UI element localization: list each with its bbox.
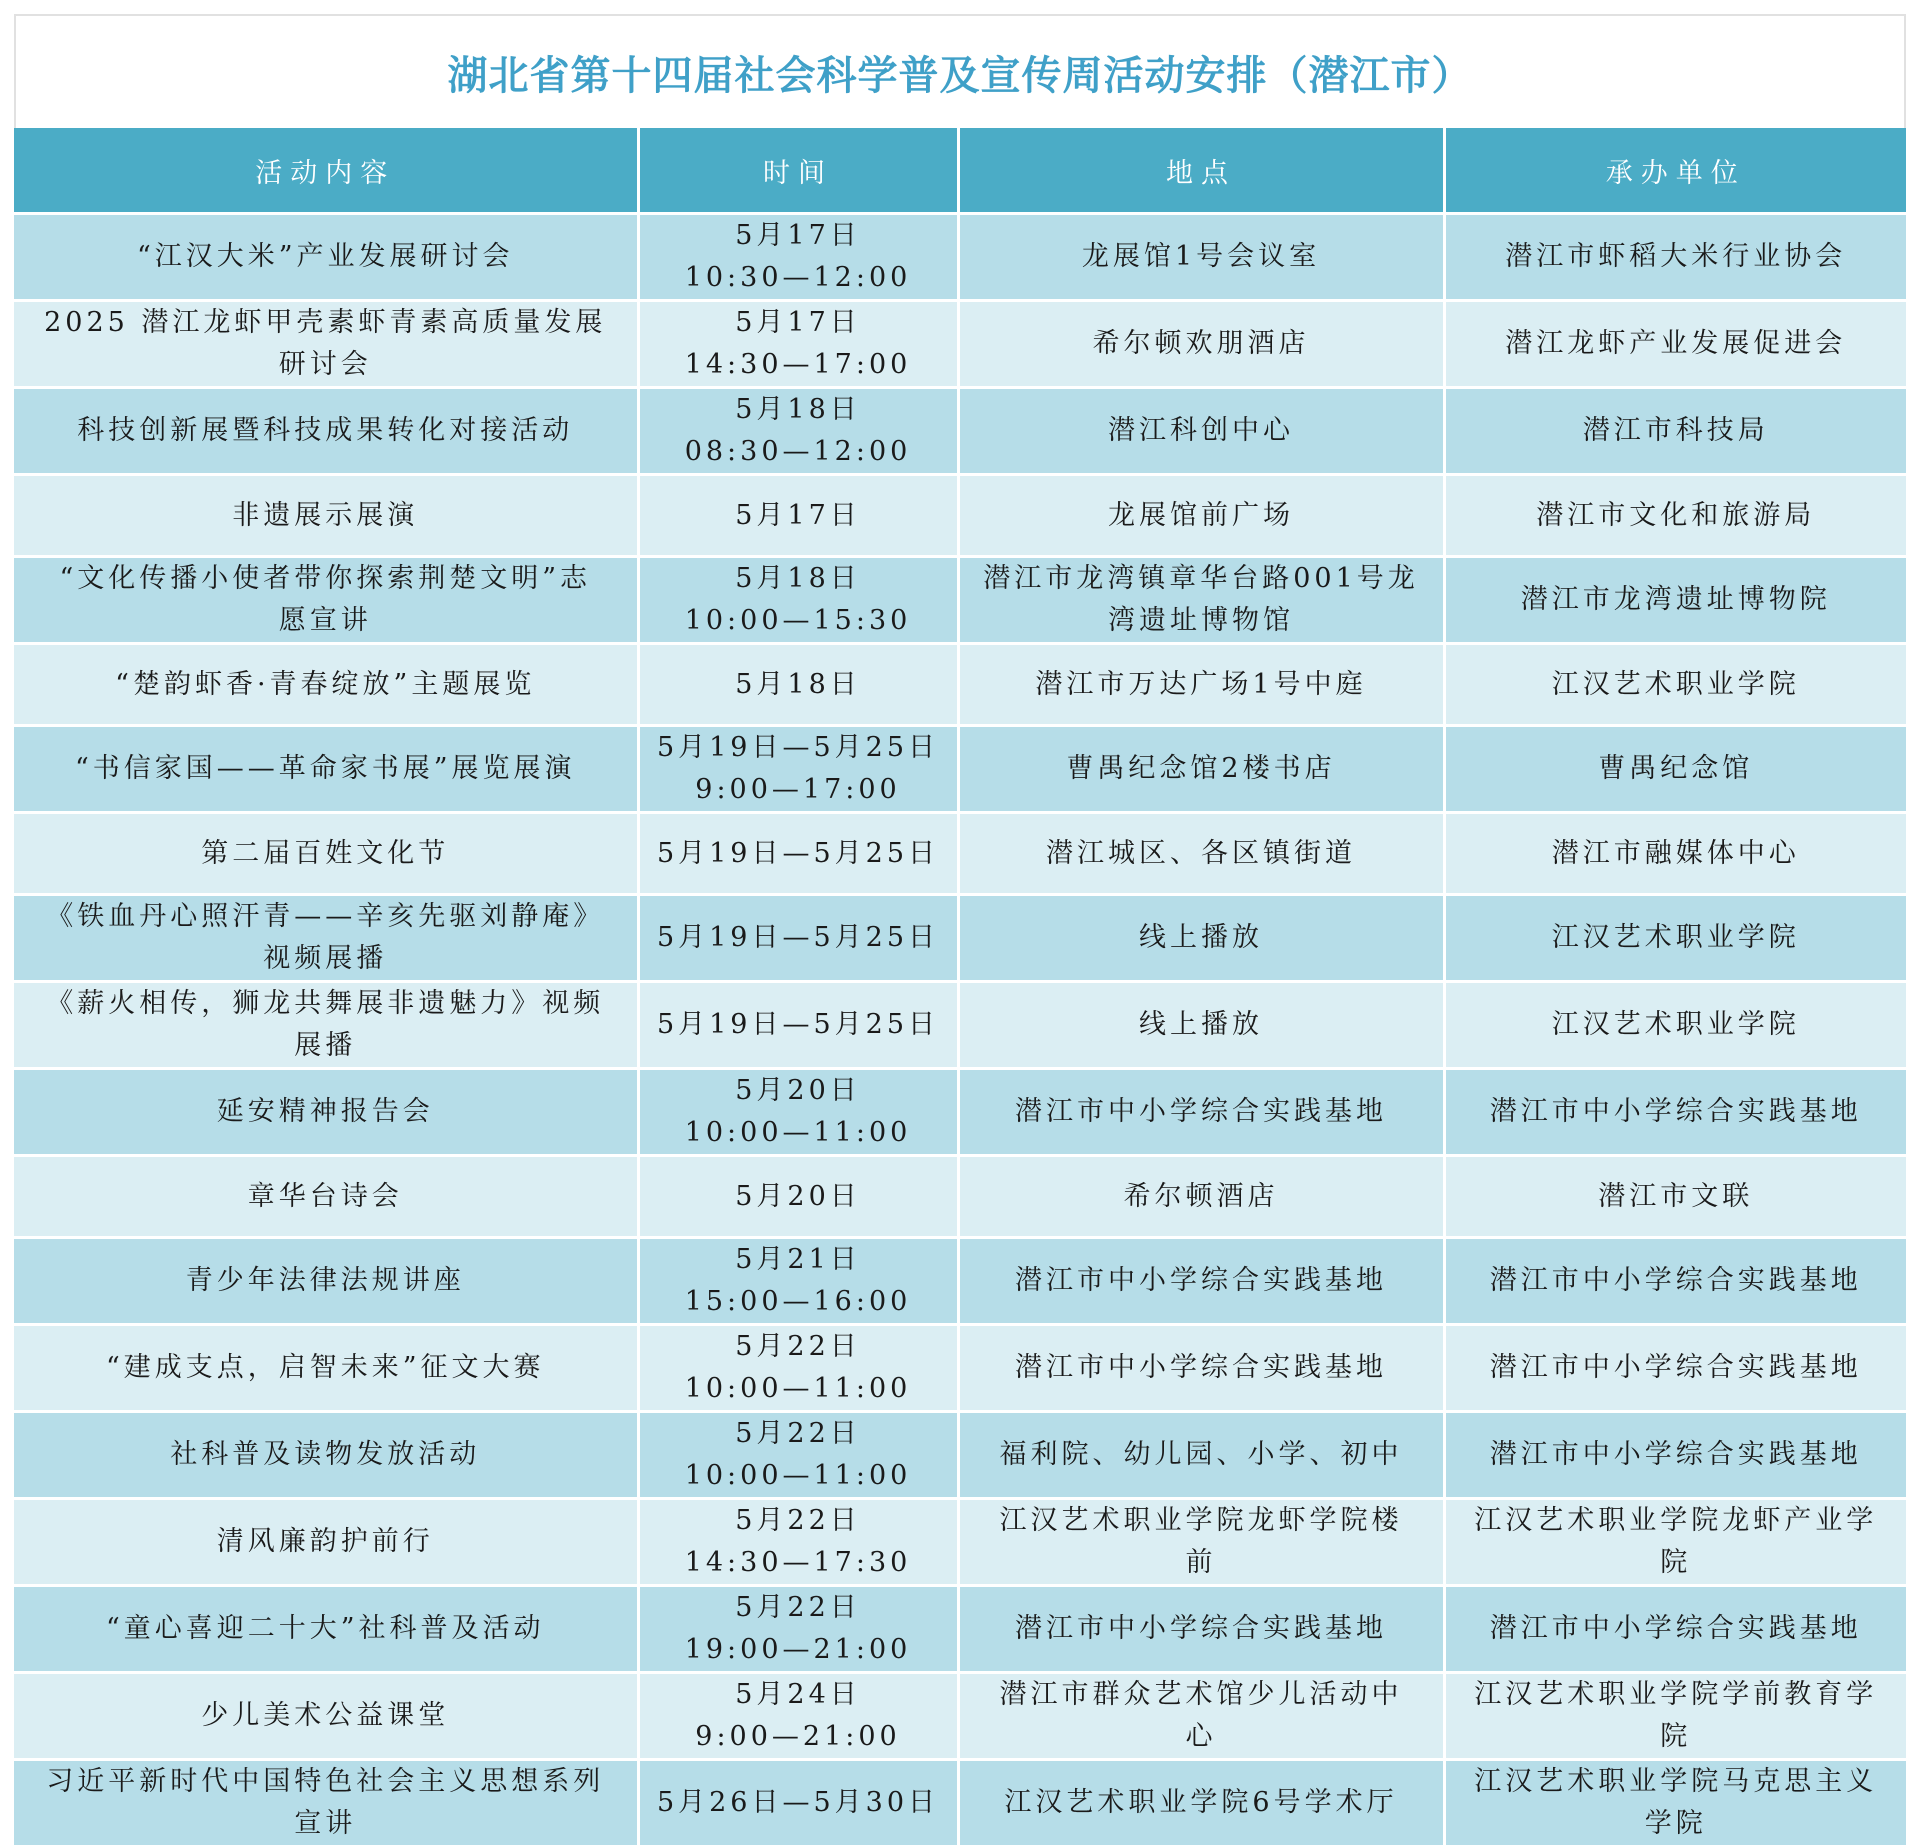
cell-time <box>638 1156 958 1238</box>
cell-time-line: 9:00—17:00 <box>695 774 901 805</box>
cell-time-line: 5月19日—5月25日 <box>656 922 940 953</box>
cell-time-line: 14:30—17:00 <box>684 349 912 380</box>
table-row <box>14 388 1906 475</box>
table-row <box>14 214 1906 301</box>
cell-time <box>638 1238 958 1325</box>
cell-place-line: 前 <box>1185 1547 1217 1578</box>
cell-activity-line: 《铁血丹心照汗青——辛亥先驱刘静庵》 <box>46 901 605 932</box>
cell-organizer <box>1444 1156 1906 1238</box>
cell-place-line: 潜江市中小学综合实践基地 <box>1015 1613 1387 1644</box>
cell-organizer-line: 潜江市融媒体中心 <box>1551 837 1800 869</box>
cell-place-line: 潜江市群众艺术馆少儿活动中 <box>999 1679 1403 1710</box>
cell-organizer-line: 潜江市中小学综合实践基地 <box>1489 1613 1862 1644</box>
cell-activity-line: 清风廉韵护前行 <box>216 1526 434 1557</box>
cell-time <box>638 1412 958 1499</box>
cell-time-line: 5月18日 <box>735 563 861 594</box>
cell-activity-line: 2025 潜江龙虾甲壳素虾青素高质量发展 <box>44 307 607 338</box>
table-row <box>14 644 1906 726</box>
cell-activity <box>14 895 638 982</box>
cell-organizer <box>1444 388 1906 475</box>
cell-time <box>638 388 958 475</box>
cell-place <box>958 388 1444 475</box>
table-header-row <box>14 128 1906 214</box>
cell-activity <box>14 475 638 557</box>
cell-place-line: 潜江市龙湾镇章华台路001号龙 <box>983 563 1419 594</box>
cell-activity <box>14 1412 638 1499</box>
cell-place-line: 潜江城区、各区镇街道 <box>1046 837 1356 869</box>
cell-activity-line: 《薪火相传，狮龙共舞展非遗魅力》视频 <box>46 988 605 1019</box>
cell-time <box>638 557 958 644</box>
cell-time-line: 5月20日 <box>735 1180 861 1212</box>
cell-organizer <box>1444 895 1906 982</box>
cell-time <box>638 1325 958 1412</box>
cell-place <box>958 1238 1444 1325</box>
table-row <box>14 557 1906 644</box>
cell-time-line: 5月20日 <box>735 1075 861 1106</box>
cell-time-line: 10:30—12:00 <box>684 262 912 293</box>
cell-organizer <box>1444 726 1906 813</box>
cell-organizer-line: 江汉艺术职业学院 <box>1551 668 1800 700</box>
cell-time-line: 5月19日—5月25日 <box>656 1009 940 1040</box>
cell-place-line: 线上播放 <box>1139 1009 1263 1040</box>
cell-activity <box>14 1238 638 1325</box>
cell-place <box>958 1673 1444 1760</box>
cell-activity <box>14 1156 638 1238</box>
cell-place-line: 希尔顿欢朋酒店 <box>1092 328 1310 359</box>
cell-time-line: 10:00—15:30 <box>684 605 912 636</box>
cell-organizer-line: 潜江市文化和旅游局 <box>1536 499 1816 531</box>
cell-place-line: 湾遗址博物馆 <box>1108 605 1294 636</box>
header-time: 时间 <box>638 128 958 214</box>
cell-time <box>638 1760 958 1847</box>
cell-activity-line: 延安精神报告会 <box>216 1096 434 1127</box>
cell-organizer-line: 潜江市文联 <box>1598 1180 1754 1212</box>
cell-place-line: 江汉艺术职业学院龙虾学院楼 <box>999 1505 1403 1536</box>
cell-time-line: 5月19日—5月25日 <box>656 837 940 869</box>
cell-place-line: 希尔顿酒店 <box>1123 1180 1279 1212</box>
cell-time <box>638 475 958 557</box>
cell-activity-line: “江汉大米”产业发展研讨会 <box>136 241 514 272</box>
cell-place-line: 心 <box>1185 1721 1217 1752</box>
cell-organizer <box>1444 1412 1906 1499</box>
cell-place-line: 潜江市中小学综合实践基地 <box>1015 1352 1387 1383</box>
table-row <box>14 1673 1906 1760</box>
cell-activity <box>14 1499 638 1586</box>
cell-activity <box>14 1069 638 1156</box>
cell-time-line: 5月24日 <box>735 1679 861 1710</box>
cell-organizer <box>1444 557 1906 644</box>
cell-organizer-line: 院 <box>1660 1721 1692 1752</box>
cell-organizer <box>1444 982 1906 1069</box>
cell-organizer-line: 江汉艺术职业学院龙虾产业学 <box>1474 1505 1878 1536</box>
table-row <box>14 982 1906 1069</box>
cell-organizer-line: 江汉艺术职业学院马克思主义 <box>1474 1766 1878 1797</box>
table-row <box>14 475 1906 557</box>
cell-time-line: 10:00—11:00 <box>684 1460 912 1491</box>
cell-activity <box>14 644 638 726</box>
cell-activity <box>14 1760 638 1847</box>
header-place: 地点 <box>958 128 1444 214</box>
cell-activity-line: “书信家国——革命家书展”展览展演 <box>74 753 576 784</box>
cell-organizer <box>1444 1238 1906 1325</box>
cell-activity <box>14 813 638 895</box>
cell-organizer-line: 潜江市中小学综合实践基地 <box>1489 1439 1862 1470</box>
cell-place <box>958 1586 1444 1673</box>
cell-activity-line: 章华台诗会 <box>247 1180 403 1212</box>
table-row <box>14 1069 1906 1156</box>
cell-activity <box>14 214 638 301</box>
cell-place <box>958 1325 1444 1412</box>
table-row <box>14 1156 1906 1238</box>
cell-time-line: 5月22日 <box>735 1418 861 1449</box>
header-organizer: 承办单位 <box>1444 128 1906 214</box>
table-row <box>14 301 1906 388</box>
table-row <box>14 1325 1906 1412</box>
schedule-table <box>14 128 1906 1848</box>
cell-activity-line: 第二届百姓文化节 <box>201 837 450 869</box>
table-row <box>14 1412 1906 1499</box>
cell-organizer-line: 潜江市虾稻大米行业协会 <box>1505 241 1847 272</box>
cell-organizer-line: 潜江市中小学综合实践基地 <box>1489 1352 1862 1383</box>
cell-activity-line: 展播 <box>294 1030 357 1061</box>
cell-time <box>638 1499 958 1586</box>
cell-activity <box>14 1673 638 1760</box>
cell-time <box>638 726 958 813</box>
cell-activity-line: 视频展播 <box>263 943 388 974</box>
cell-organizer-line: 江汉艺术职业学院学前教育学 <box>1474 1679 1878 1710</box>
cell-organizer-line: 潜江市龙湾遗址博物院 <box>1520 584 1831 615</box>
cell-activity-line: 愿宣讲 <box>278 605 372 636</box>
cell-time-line: 10:00—11:00 <box>684 1117 912 1148</box>
cell-organizer <box>1444 214 1906 301</box>
cell-activity <box>14 982 638 1069</box>
cell-place <box>958 813 1444 895</box>
cell-organizer-line: 江汉艺术职业学院 <box>1551 922 1800 953</box>
cell-time <box>638 982 958 1069</box>
cell-organizer-line: 曹禺纪念馆 <box>1598 753 1754 784</box>
cell-activity-line: “楚韵虾香·青春绽放”主题展览 <box>115 668 536 700</box>
cell-place-line: 曹禺纪念馆2楼书店 <box>1066 753 1336 784</box>
cell-place <box>958 1760 1444 1847</box>
cell-organizer <box>1444 644 1906 726</box>
cell-activity-line: “童心喜迎二十大”社科普及活动 <box>105 1613 545 1644</box>
cell-organizer-line: 院 <box>1660 1547 1692 1578</box>
cell-place-line: 潜江市中小学综合实践基地 <box>1015 1096 1387 1127</box>
cell-organizer-line: 江汉艺术职业学院 <box>1551 1009 1800 1040</box>
cell-place <box>958 301 1444 388</box>
cell-activity-line: “文化传播小使者带你探索荆楚文明”志 <box>59 563 592 594</box>
cell-activity-line: 青少年法律法规讲座 <box>185 1265 465 1296</box>
cell-activity-line: 宣讲 <box>294 1808 357 1839</box>
cell-time-line: 14:30—17:30 <box>684 1547 912 1578</box>
cell-organizer <box>1444 1673 1906 1760</box>
cell-place-line: 福利院、幼儿园、小学、初中 <box>999 1439 1403 1470</box>
cell-place-line: 潜江市中小学综合实践基地 <box>1015 1265 1387 1296</box>
cell-time <box>638 813 958 895</box>
cell-time-line: 08:30—12:00 <box>684 436 912 467</box>
cell-place-line: 潜江市万达广场1号中庭 <box>1035 668 1367 700</box>
table-row <box>14 1499 1906 1586</box>
cell-activity-line: 少儿美术公益课堂 <box>201 1700 450 1731</box>
cell-place-line: 龙展馆前广场 <box>1108 499 1294 531</box>
cell-organizer <box>1444 1325 1906 1412</box>
cell-time-line: 5月17日 <box>735 307 861 338</box>
cell-time-line: 15:00—16:00 <box>684 1286 912 1317</box>
cell-activity <box>14 388 638 475</box>
cell-place <box>958 557 1444 644</box>
cell-time-line: 5月21日 <box>735 1244 861 1275</box>
cell-activity <box>14 301 638 388</box>
cell-time-line: 5月22日 <box>735 1505 861 1536</box>
cell-time-line: 5月17日 <box>735 220 861 251</box>
cell-place-line: 潜江科创中心 <box>1108 415 1294 446</box>
title-bar <box>14 14 1906 128</box>
cell-time-line: 10:00—11:00 <box>684 1373 912 1404</box>
table-row <box>14 726 1906 813</box>
cell-time <box>638 1673 958 1760</box>
cell-place-line: 线上播放 <box>1139 922 1263 953</box>
cell-organizer <box>1444 813 1906 895</box>
cell-organizer <box>1444 301 1906 388</box>
cell-place <box>958 1156 1444 1238</box>
cell-organizer <box>1444 1069 1906 1156</box>
header-activity: 活动内容 <box>14 128 638 214</box>
table-row <box>14 1760 1906 1847</box>
cell-place <box>958 475 1444 557</box>
cell-place <box>958 1412 1444 1499</box>
cell-activity-line: 习近平新时代中国特色社会主义思想系列 <box>46 1766 605 1797</box>
cell-time-line: 5月18日 <box>735 394 861 425</box>
cell-time <box>638 1586 958 1673</box>
cell-activity <box>14 557 638 644</box>
cell-organizer <box>1444 475 1906 557</box>
cell-activity-line: 科技创新展暨科技成果转化对接活动 <box>77 415 574 446</box>
cell-place <box>958 1499 1444 1586</box>
cell-time <box>638 214 958 301</box>
cell-time <box>638 1069 958 1156</box>
cell-activity-line: “建成支点，启智未来”征文大赛 <box>105 1352 545 1383</box>
cell-time <box>638 895 958 982</box>
cell-place <box>958 895 1444 982</box>
cell-place <box>958 644 1444 726</box>
table-row <box>14 1238 1906 1325</box>
cell-time-line: 5月17日 <box>735 499 861 531</box>
table-row <box>14 895 1906 982</box>
cell-place-line: 龙展馆1号会议室 <box>1081 241 1321 272</box>
cell-time-line: 19:00—21:00 <box>684 1634 912 1665</box>
cell-time-line: 5月18日 <box>735 668 861 700</box>
cell-organizer <box>1444 1586 1906 1673</box>
cell-time-line: 5月22日 <box>735 1592 861 1623</box>
cell-time <box>638 644 958 726</box>
cell-organizer-line: 潜江市中小学综合实践基地 <box>1489 1096 1862 1127</box>
cell-place <box>958 214 1444 301</box>
cell-place <box>958 982 1444 1069</box>
cell-activity-line: 社科普及读物发放活动 <box>170 1439 481 1470</box>
cell-place <box>958 726 1444 813</box>
cell-time-line: 5月19日—5月25日 <box>656 732 940 763</box>
cell-organizer-line: 潜江龙虾产业发展促进会 <box>1505 328 1847 359</box>
cell-time-line: 9:00—21:00 <box>695 1721 901 1752</box>
cell-activity <box>14 726 638 813</box>
table-row <box>14 1586 1906 1673</box>
cell-organizer <box>1444 1499 1906 1586</box>
cell-activity-line: 非遗展示展演 <box>232 499 419 531</box>
cell-activity <box>14 1325 638 1412</box>
cell-organizer <box>1444 1760 1906 1847</box>
page-title: 湖北省第十四届社会科学普及宣传周活动安排（潜江市） <box>447 52 1473 99</box>
cell-organizer-line: 潜江市中小学综合实践基地 <box>1489 1265 1862 1296</box>
cell-place-line: 江汉艺术职业学院6号学术厅 <box>1004 1787 1398 1818</box>
cell-time <box>638 301 958 388</box>
cell-organizer-line: 学院 <box>1644 1808 1707 1839</box>
table-row <box>14 813 1906 895</box>
cell-activity <box>14 1586 638 1673</box>
cell-time-line: 5月26日—5月30日 <box>656 1787 940 1818</box>
cell-activity-line: 研讨会 <box>278 349 372 380</box>
cell-time-line: 5月22日 <box>735 1331 861 1362</box>
cell-place <box>958 1069 1444 1156</box>
cell-organizer-line: 潜江市科技局 <box>1582 415 1769 446</box>
